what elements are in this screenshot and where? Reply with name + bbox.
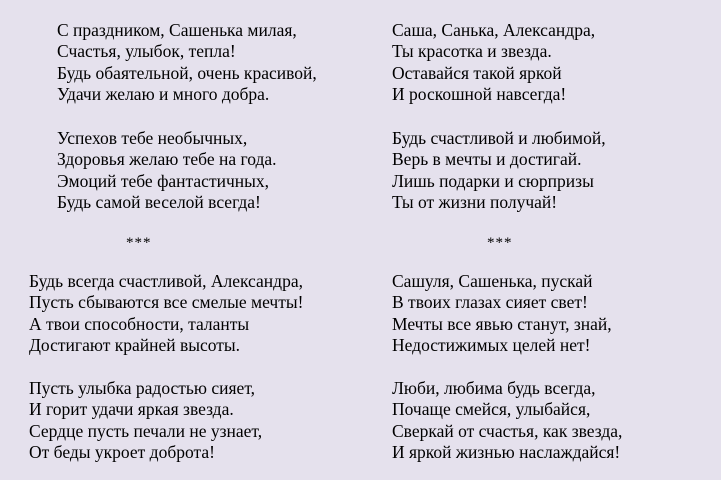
poem-line: Успехов тебе необычных, [57,128,248,148]
poem-line: С праздником, Сашенька милая, [57,20,297,40]
poem-line: Верь в мечты и достигай. [392,149,582,170]
poem-line: Мечты все явью станут, знай, [392,313,612,334]
right-poem2-stanza2 [392,378,622,463]
right-separator: *** [487,235,513,251]
poem-line: Недостижимых целей нет! [392,334,591,355]
poem-line: Эмоций тебе фантастичных, [57,170,270,191]
poem-line: Удачи желаю и много добра. [57,83,270,104]
poem-line: Будь самой веселой всегда! [57,191,261,212]
poem-line: Сашуля, Сашенька, пускай [392,271,593,291]
poem-line: А твои способности, таланты [29,313,250,334]
right-poem2-stanza1 [392,271,612,356]
right-poem1-stanza1 [392,20,595,105]
right-poem1-stanza2 [392,128,606,213]
poem-line: Люби, любима будь всегда, [392,378,596,398]
poem-line: Достигают крайней высоты. [29,334,241,355]
poem-line: Пусть сбываются все смелые мечты! [29,292,304,313]
poem-line: Будь счастливой и любимой, [392,128,606,148]
poem-line: Здоровья желаю тебе на года. [57,149,277,170]
poem-line: Ты от жизни получай! [392,191,558,212]
poem-line: Будь обаятельной, очень красивой, [57,62,317,83]
poem-line: Пусть улыбка радостью сияет, [29,378,256,398]
poem-line: Счастья, улыбок, тепла! [57,41,236,62]
poem-line: Сверкай от счастья, как звезда, [392,420,623,441]
left-poem1-stanza1 [57,20,317,105]
poem-line: И роскошной навсегда! [392,83,567,104]
poem-line: Ты красотка и звезда. [392,41,552,62]
left-poem2-stanza1 [29,271,303,356]
poem-line: Лишь подарки и сюрпризы [392,170,594,191]
poem-line: Сердце пусть печали не узнает, [29,420,263,441]
poem-line: Будь всегда счастливой, Александра, [29,271,303,291]
left-poem1-stanza2 [57,128,277,213]
poem-line: И яркой жизнью наслаждайся! [392,441,621,462]
poem-line: В твоих глазах сияет свет! [392,292,588,313]
left-separator: *** [126,235,152,251]
poem-line: И горит удачи яркая звезда. [29,399,234,420]
poem-line: Оставайся такой яркой [392,62,562,83]
left-poem2-stanza2 [29,378,262,463]
poem-line: Почаще смейся, улыбайся, [392,399,591,420]
poem-line: Саша, Санька, Александра, [392,20,596,40]
poem-line: От беды укроет доброта! [29,441,215,462]
